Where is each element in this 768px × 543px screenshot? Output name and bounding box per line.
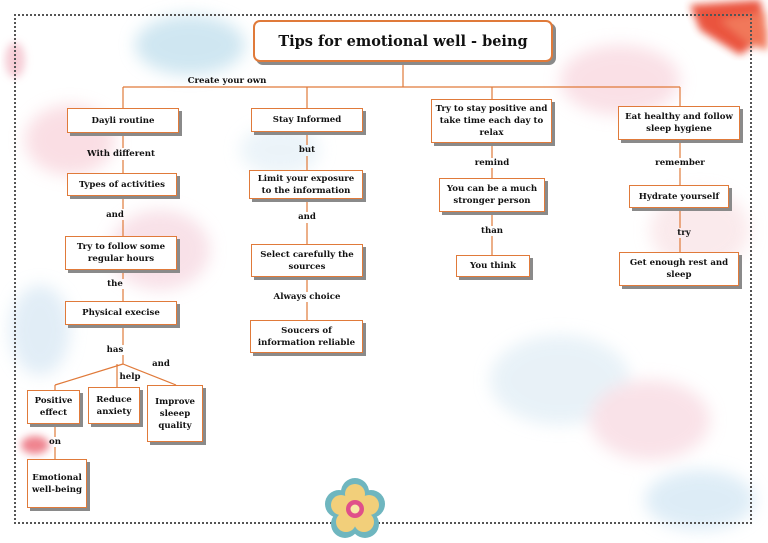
connector-and: and bbox=[106, 210, 124, 220]
flower-icon bbox=[322, 478, 388, 540]
node-eat-healthy: Eat healthy and follow sleep hygiene bbox=[618, 106, 740, 140]
node-stay-informed: Stay Informed bbox=[251, 108, 363, 132]
connector-try: try bbox=[677, 228, 691, 238]
node-reliable-sources: Soucers of information reliable bbox=[250, 320, 363, 353]
node-physical-exercise: Physical execise bbox=[65, 301, 177, 325]
node-stay-positive: Try to stay positive and take time each day to relax bbox=[431, 99, 552, 143]
node-emotional-well-being: Emotional well-being bbox=[27, 459, 87, 508]
node-limit-exposure: Limit your exposure to the information bbox=[249, 170, 363, 199]
node-stronger-person: You can be a much stronger person bbox=[439, 178, 545, 212]
connector-always-choice: Always choice bbox=[273, 292, 341, 302]
connector-help: help bbox=[119, 372, 141, 382]
node-improve-sleep: Improve sleeep quality bbox=[147, 385, 203, 442]
connector-and-improve: and bbox=[152, 359, 170, 369]
connector-remember: remember bbox=[655, 158, 705, 168]
node-positive-effect: Positive effect bbox=[27, 390, 80, 424]
connector-on: on bbox=[49, 437, 61, 447]
connector-create-your-own: Create your own bbox=[187, 76, 267, 86]
connector-than: than bbox=[480, 226, 504, 236]
node-daily-routine: Dayli routine bbox=[67, 108, 179, 133]
node-rest-and-sleep: Get enough rest and sleep bbox=[619, 252, 739, 286]
diagram-title: Tips for emotional well - being bbox=[253, 20, 553, 62]
connector-and-select: and bbox=[298, 212, 316, 222]
node-types-of-activities: Types of activities bbox=[67, 173, 177, 196]
node-reduce-anxiety: Reduce anxiety bbox=[88, 387, 140, 424]
node-hydrate-yourself: Hydrate yourself bbox=[629, 185, 729, 208]
node-select-sources: Select carefully the sources bbox=[251, 244, 363, 277]
node-you-think: You think bbox=[456, 255, 530, 277]
connector-has: has bbox=[106, 345, 124, 355]
connector-with-different: With different bbox=[87, 149, 155, 159]
connector-remind: remind bbox=[474, 158, 510, 168]
node-regular-hours: Try to follow some regular hours bbox=[65, 236, 177, 270]
connector-but: but bbox=[298, 145, 316, 155]
connector-the: the bbox=[107, 279, 123, 289]
